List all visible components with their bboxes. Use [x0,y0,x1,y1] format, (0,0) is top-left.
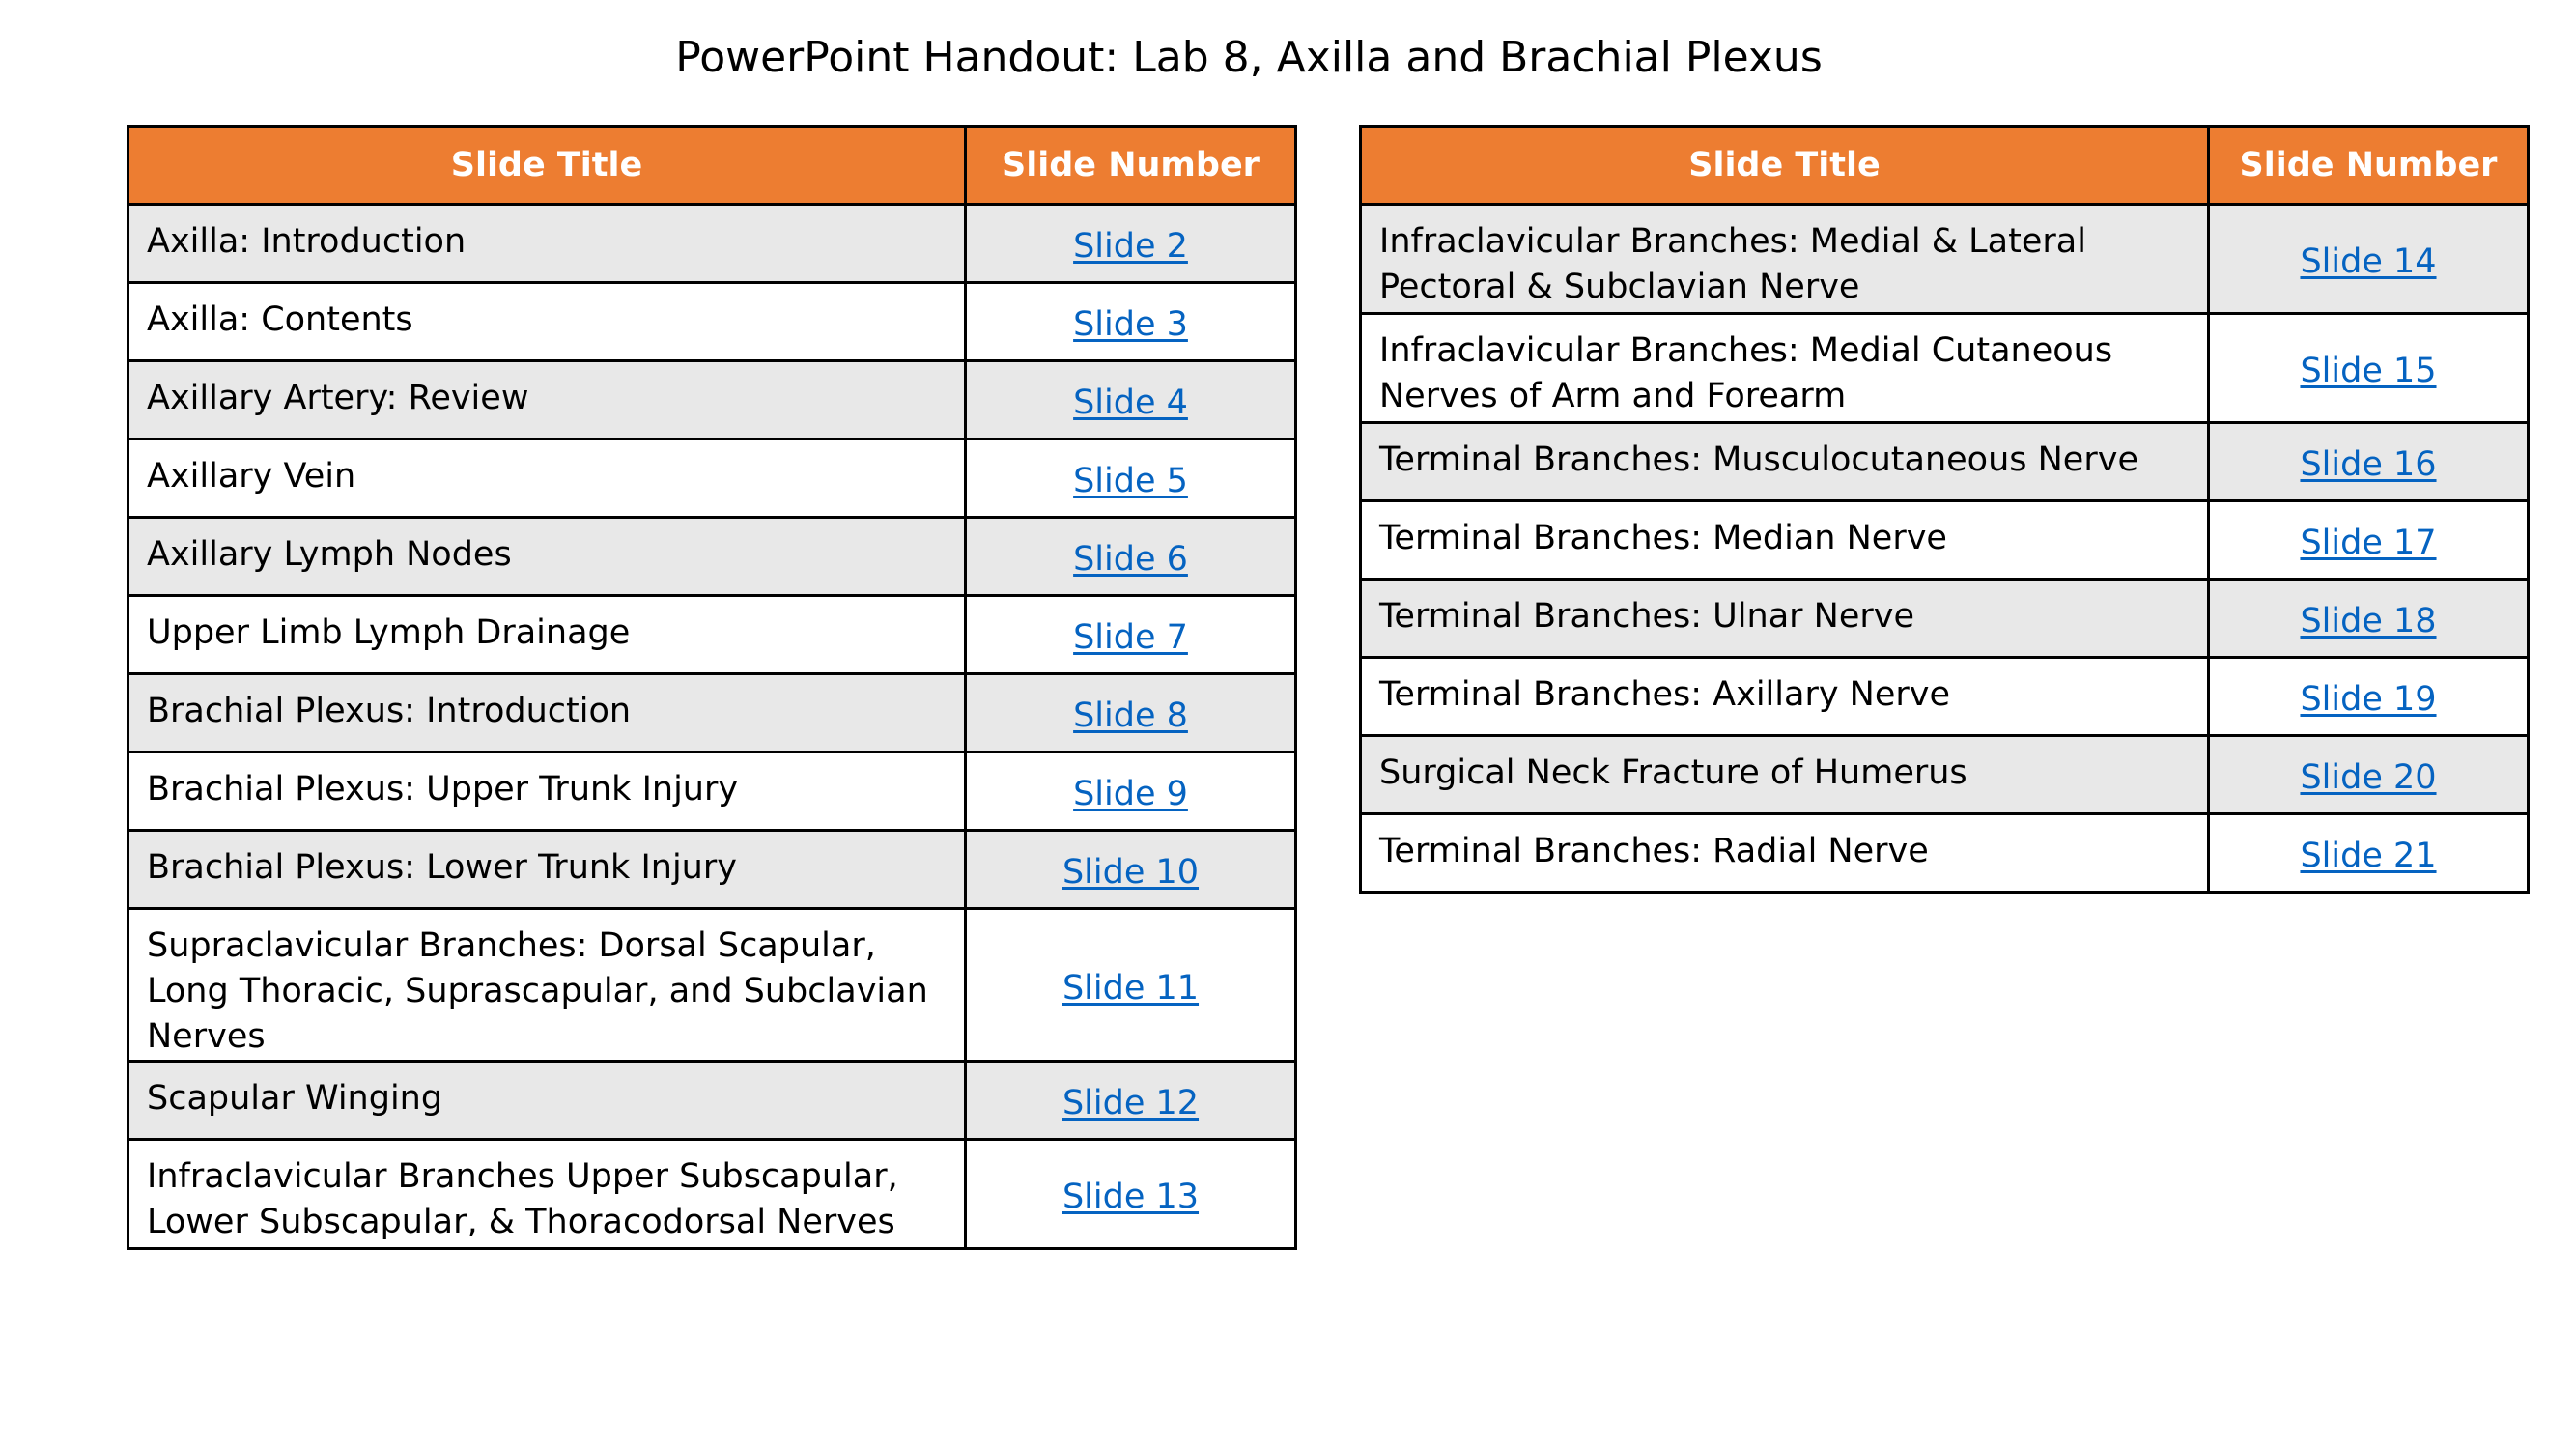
slide-link[interactable]: Slide 9 [1073,775,1188,813]
slide-number-cell [966,1140,1296,1249]
slide-title-cell: Axillary Artery: Review [128,361,966,440]
slide-number-cell [966,831,1296,909]
column-header-slide-title: Slide Title [128,127,966,205]
table-header-row [1361,127,2529,205]
slide-number-cell [966,596,1296,674]
slide-link[interactable]: Slide 10 [1062,853,1200,892]
slide-link[interactable]: Slide 15 [2300,352,2437,390]
slide-number-cell [966,909,1296,1062]
slide-index-table-left [127,125,1297,1250]
table-row [1361,580,2529,658]
slide-link[interactable]: Slide 3 [1073,305,1188,344]
slide-number-cell [966,674,1296,753]
slide-link[interactable]: Slide 17 [2300,524,2437,562]
table-row [128,596,1296,674]
slide-number-cell [2209,814,2529,893]
slide-index-table-right [1359,125,2530,894]
slide-number-cell [966,440,1296,518]
slide-number-cell [2209,314,2529,423]
slide-link[interactable]: Slide 8 [1073,696,1188,735]
slide-link[interactable]: Slide 13 [1062,1178,1200,1216]
slide-link[interactable]: Slide 2 [1073,227,1188,266]
column-header-slide-title: Slide Title [1361,127,2209,205]
slide-link[interactable]: Slide 20 [2300,758,2437,797]
slide-title-cell: Infraclavicular Branches: Medial Cutaneous Nerves of Arm and Forearm [1361,314,2209,423]
slide-link[interactable]: Slide 5 [1073,462,1188,500]
slide-link[interactable]: Slide 16 [2300,445,2437,484]
table-row [1361,658,2529,736]
slide-number-cell [2209,205,2529,314]
slide-title-cell: Brachial Plexus: Introduction [128,674,966,753]
page-title: PowerPoint Handout: Lab 8, Axilla and Brachial Plexus [675,33,1823,82]
slide-link[interactable]: Slide 11 [1062,968,1200,1008]
slide-link[interactable]: Slide 12 [1062,1084,1200,1122]
slide-title-cell: Terminal Branches: Musculocutaneous Nerve [1361,423,2209,501]
slide-number-cell [2209,580,2529,658]
table-row [128,753,1296,831]
slide-title-cell: Scapular Winging [128,1062,966,1140]
slide-title-cell: Terminal Branches: Radial Nerve [1361,814,2209,893]
slide-link[interactable]: Slide 6 [1073,540,1188,579]
table-row [128,831,1296,909]
column-header-slide-number: Slide Number [2209,127,2529,205]
column-header-slide-number: Slide Number [966,127,1296,205]
table-row [1361,423,2529,501]
slide-number-cell [966,361,1296,440]
table-row [128,361,1296,440]
slide-number-cell [966,1062,1296,1140]
table-header-row [128,127,1296,205]
slide-link[interactable]: Slide 18 [2300,602,2437,640]
slide-link[interactable]: Slide 7 [1073,618,1188,657]
slide-link[interactable]: Slide 14 [2300,242,2437,281]
table-row [1361,205,2529,314]
slide-title-cell: Supraclavicular Branches: Dorsal Scapular, Long Thoracic, Suprascapular, and Subclavian Nerves [128,909,966,1062]
slide-link[interactable]: Slide 21 [2300,837,2437,875]
table-row [1361,501,2529,580]
slide-number-cell [966,205,1296,283]
slide-link[interactable]: Slide 19 [2300,680,2437,719]
table-row [128,440,1296,518]
slide-title-cell: Brachial Plexus: Upper Trunk Injury [128,753,966,831]
table-row [128,283,1296,361]
slide-number-cell [2209,501,2529,580]
slide-number-cell [966,753,1296,831]
slide-title-cell: Axillary Vein [128,440,966,518]
slide-number-cell [966,518,1296,596]
slide-title-cell: Axillary Lymph Nodes [128,518,966,596]
slide-number-cell [2209,658,2529,736]
table-row [128,1140,1296,1249]
slide-number-cell [2209,423,2529,501]
table-row [128,909,1296,1062]
table-row [128,674,1296,753]
table-row [128,1062,1296,1140]
slide-title-cell: Infraclavicular Branches: Medial & Lateral Pectoral & Subclavian Nerve [1361,205,2209,314]
slide-title-cell: Terminal Branches: Axillary Nerve [1361,658,2209,736]
slide-number-cell [2209,736,2529,814]
slide-title-cell: Infraclavicular Branches Upper Subscapular, Lower Subscapular, & Thoracodorsal Nerves [128,1140,966,1249]
slide-title-cell: Upper Limb Lymph Drainage [128,596,966,674]
table-row [1361,736,2529,814]
table-row [1361,814,2529,893]
slide-title-cell: Terminal Branches: Median Nerve [1361,501,2209,580]
slide-number-cell [966,283,1296,361]
slide-title-cell: Brachial Plexus: Lower Trunk Injury [128,831,966,909]
table-row [128,518,1296,596]
slide-title-cell: Surgical Neck Fracture of Humerus [1361,736,2209,814]
table-row [1361,314,2529,423]
slide-title-cell: Axilla: Contents [128,283,966,361]
slide-link[interactable]: Slide 4 [1073,384,1188,422]
slide-title-cell: Terminal Branches: Ulnar Nerve [1361,580,2209,658]
table-row [128,205,1296,283]
slide-title-cell: Axilla: Introduction [128,205,966,283]
